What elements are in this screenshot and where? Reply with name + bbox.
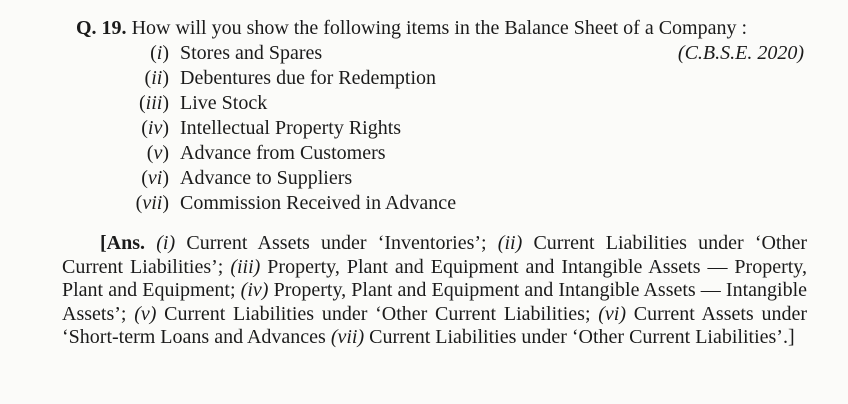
answer-text: Current Assets under ‘Inventories’;	[175, 232, 498, 254]
item-numeral: (v)	[146, 142, 169, 164]
answer-numeral: (iii)	[230, 255, 261, 278]
item-numeral: (iii)	[138, 92, 169, 114]
item-numeral: (i)	[150, 42, 169, 64]
answer-text: Current Assets under ‘Short-term Loans and Advances	[62, 302, 807, 348]
question-text: How will you show the following items in the Balance Sheet of a Company :	[131, 17, 748, 39]
list-item	[76, 66, 816, 91]
answer-label: [Ans.	[100, 232, 146, 254]
answer-text: Current Liabilities under ‘Other Current Liabilities’.]	[364, 326, 795, 348]
source-citation: (C.B.S.E. 2020)	[677, 42, 804, 64]
answer-text: Current Liabilities under ‘Other Current Liabilities’;	[62, 232, 808, 278]
item-text: Advance from Customers	[180, 142, 386, 164]
answer-paragraph	[62, 232, 807, 350]
answer-numeral: (iv)	[240, 279, 269, 301]
item-text: Advance to Suppliers	[180, 167, 353, 189]
answer-text: Property, Plant and Equipment and Intangible Assets — Property, Plant and Equipment;	[62, 255, 807, 301]
question-number: Q. 19.	[76, 17, 127, 39]
item-text: Intellectual Property Rights	[180, 117, 402, 139]
item-numeral: (ii)	[144, 67, 169, 89]
item-text: Debentures due for Redemption	[180, 67, 437, 89]
list-item	[76, 116, 816, 141]
answer-numeral: (vi)	[598, 302, 627, 325]
item-numeral: (vi)	[141, 167, 169, 189]
item-text: Stores and Spares	[180, 42, 323, 64]
answer-numeral: (v)	[134, 302, 157, 325]
answer-numeral: (i)	[156, 232, 176, 254]
item-numeral: (vii)	[135, 192, 169, 214]
question-heading	[76, 16, 816, 41]
answer-text: Property, Plant and Equipment and Intangible Assets — Intangible Assets’;	[62, 279, 808, 325]
list-item	[76, 141, 816, 166]
item-text: Commission Received in Advance	[180, 192, 457, 214]
answer-text: Current Liabilities under ‘Other Current Liabilities;	[156, 302, 599, 325]
question-block	[76, 16, 816, 214]
answer-numeral: (vii)	[330, 326, 365, 348]
list-item	[76, 41, 816, 66]
list-item	[76, 191, 816, 216]
item-text: Live Stock	[180, 92, 268, 114]
list-item	[76, 91, 816, 116]
question-items	[76, 41, 816, 216]
list-item	[76, 166, 816, 191]
item-numeral: (iv)	[141, 117, 169, 139]
answer-numeral: (ii)	[497, 232, 523, 254]
